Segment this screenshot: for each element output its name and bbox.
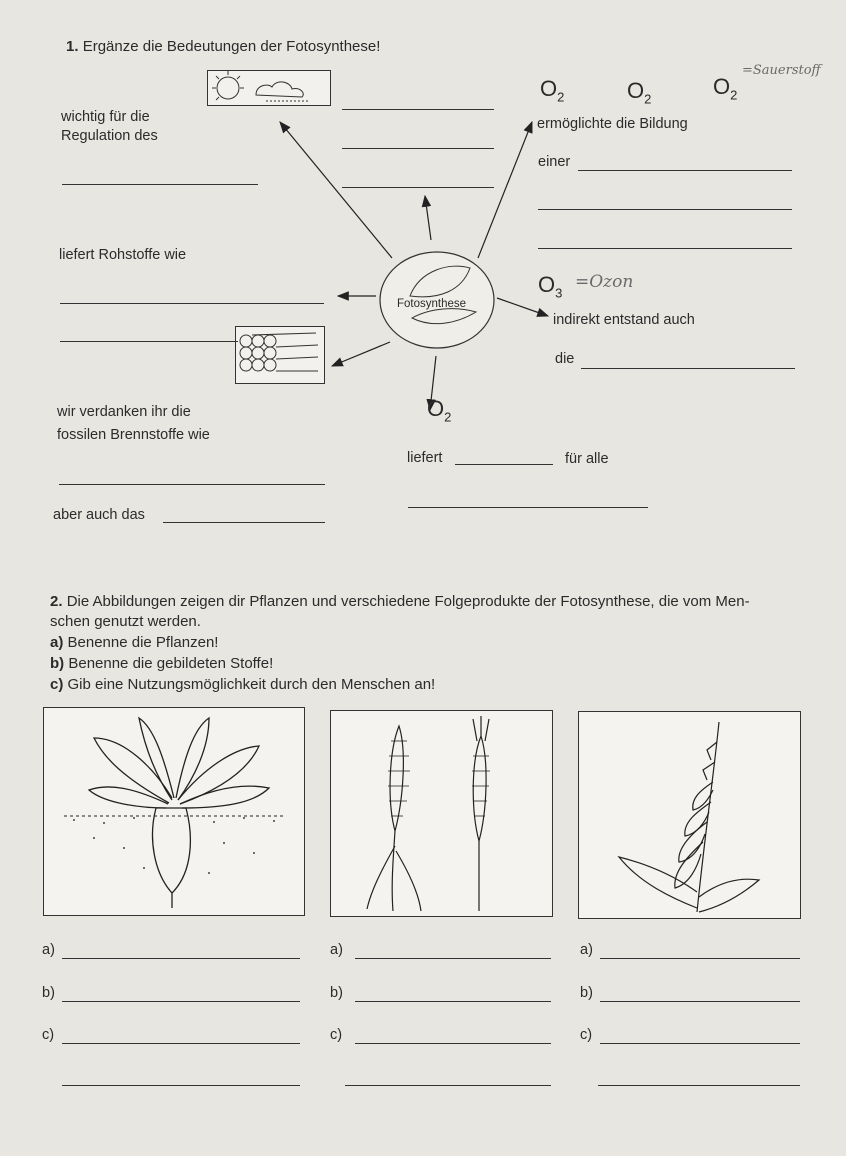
answer-line-top-3[interactable] <box>342 187 494 188</box>
liefert-text: liefert <box>407 450 443 466</box>
answer-line-die[interactable] <box>581 368 795 369</box>
answer-line-rohstoffe-1[interactable] <box>60 303 324 304</box>
answer-line-aber-auch[interactable] <box>163 522 325 523</box>
answer-line-b-1[interactable] <box>62 1001 300 1002</box>
answer-c-label-1: c) <box>42 1027 55 1043</box>
answer-line-liefert[interactable] <box>455 464 553 465</box>
handwriting-ozon: =Ozon <box>575 272 634 292</box>
o2-symbol-3: $O_2$ <box>713 74 738 103</box>
image-sugar-beet <box>43 707 305 916</box>
answer-line-a-1[interactable] <box>62 958 300 959</box>
task2-intro-1: 2. Die Abbildungen zeigen dir Pflanzen und verschiedene Folgeprodukte der Fotosynthese, die vom Men- <box>50 593 750 610</box>
answer-b-label-1: b) <box>42 985 55 1001</box>
task2-item-b: b) Benenne die gebildeten Stoffe! <box>50 655 274 672</box>
answer-line-right-2[interactable] <box>538 209 792 210</box>
answer-line-c-1[interactable] <box>62 1043 300 1044</box>
task2-intro-2: schen genutzt werden. <box>50 613 201 630</box>
wood-illustration <box>235 326 325 384</box>
o2-symbol-1: $O_2$ <box>540 76 565 105</box>
image-foxglove <box>578 711 801 919</box>
answer-a-label-3: a) <box>580 942 593 958</box>
answer-line-b-2[interactable] <box>355 1001 551 1002</box>
brennstoffe-text-1: wir verdanken ihr die <box>57 404 191 420</box>
image-cereal-ears <box>330 710 553 917</box>
o2-symbol-2: $O_2$ <box>627 78 652 107</box>
regulation-text-1: wichtig für die <box>61 109 150 125</box>
answer-line-c-2[interactable] <box>355 1043 551 1044</box>
bildung-text: ermöglichte die Bildung <box>537 116 688 132</box>
answer-a-label-2: a) <box>330 942 343 958</box>
answer-line-a-3[interactable] <box>600 958 800 959</box>
brennstoffe-text-2: fossilen Brennstoffe wie <box>57 427 210 443</box>
answer-line-einer[interactable] <box>578 170 792 171</box>
task2-item-c: c) Gib eine Nutzungsmöglichkeit durch den Menschen an! <box>50 676 436 693</box>
die-text: die <box>555 351 575 367</box>
answer-line-extra-3[interactable] <box>598 1085 800 1086</box>
einer-text: einer <box>538 154 571 170</box>
answer-line-brennstoffe[interactable] <box>59 484 325 485</box>
answer-line-rohstoffe-2[interactable] <box>60 341 238 342</box>
o2-symbol-bottom: $O_2$ <box>427 396 452 425</box>
o3-symbol: $O_3$ <box>538 272 563 301</box>
answer-line-extra-2[interactable] <box>345 1085 551 1086</box>
task2-number: 2. <box>50 593 63 610</box>
sun-illustration <box>207 70 331 106</box>
answer-b-label-3: b) <box>580 985 593 1001</box>
answer-line-fuer-alle[interactable] <box>408 507 648 508</box>
answer-line-c-3[interactable] <box>600 1043 800 1044</box>
answer-line-regulation[interactable] <box>62 184 258 185</box>
answer-line-b-3[interactable] <box>600 1001 800 1002</box>
task1-title: Ergänze die Bedeutungen der Fotosynthese! <box>82 38 381 55</box>
answer-c-label-2: c) <box>330 1027 343 1043</box>
task1-number: 1. <box>66 38 79 55</box>
task2-item-a: a) Benenne die Pflanzen! <box>50 634 219 651</box>
aber-auch-text: aber auch das <box>53 507 145 523</box>
answer-line-extra-1[interactable] <box>62 1085 300 1086</box>
indirekt-text: indirekt entstand auch <box>553 312 695 328</box>
answer-line-right-3[interactable] <box>538 248 792 249</box>
answer-a-label-1: a) <box>42 942 55 958</box>
answer-line-a-2[interactable] <box>355 958 551 959</box>
center-label: Fotosynthese <box>397 298 467 310</box>
regulation-text-2: Regulation des <box>61 128 158 144</box>
answer-line-top-2[interactable] <box>342 148 494 149</box>
fuer-alle-text: für alle <box>565 451 609 467</box>
handwriting-sauerstoff: =Sauerstoff <box>742 63 821 78</box>
answer-c-label-3: c) <box>580 1027 593 1043</box>
answer-line-top-1[interactable] <box>342 109 494 110</box>
answer-b-label-2: b) <box>330 985 343 1001</box>
rohstoffe-text: liefert Rohstoffe wie <box>59 247 187 263</box>
